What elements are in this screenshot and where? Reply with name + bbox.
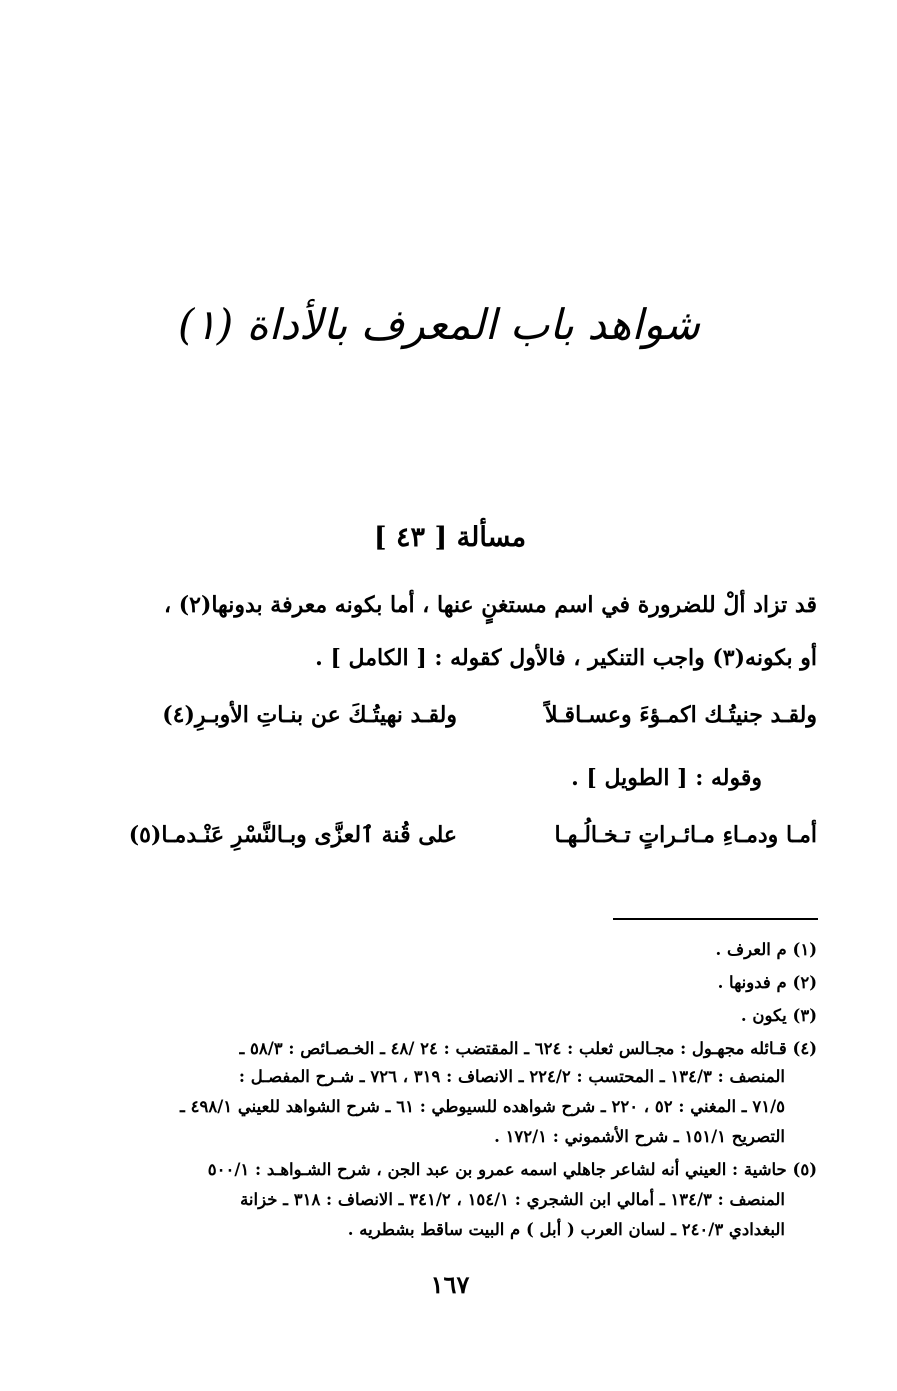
footnote-5-line-3: البغدادي ٢٤٠/٣ ـ لسان العرب ( أبل ) م البيت ساقط بشطريه . — [347, 1220, 785, 1239]
intro-line-1: قد تزاد ألْ للضرورة في اسم مستغنٍ عنها ، أما بكونه معرفة بدونها(٢) ، — [163, 592, 817, 618]
issue-title: مسألة [ ٤٣ ] — [373, 522, 527, 553]
verse1-left-hemistich: ولقـد نهيتُـكَ عن بنـاتِ الأوبـرِ(٤) — [162, 702, 457, 728]
footnote-4-line-2: المنصف : ١٣٤/٣ ـ المحتسب : ٢٢٤/٢ ـ الانصاف : ٣١٩ ، ٧٢٦ ـ شـرح المفصـل : — [238, 1067, 785, 1086]
verse1-right-hemistich: ولقـد جنيتُـك اكمـؤءَ وعسـاقـلاً — [544, 702, 817, 728]
footnote-5-line-1: (٥) حاشية : العيني أنه لشاعر جاهلي اسمه عمرو بن عبد الجن ، شرح الشـواهـد : ٥٠٠/١ — [207, 1160, 817, 1179]
footnote-3: (٣) يكون . — [740, 1006, 817, 1025]
footnote-4-line-4: التصريح ١٥١/١ ـ شرح الأشموني : ١٧٢/١ . — [494, 1127, 785, 1146]
footnote-2: (٢) م فدونها . — [717, 973, 817, 992]
verse2-left-hemistich: على قُنة ٱلعزَّى وبـالنَّسْرِ عَنْـدمـا(٥) — [128, 822, 457, 848]
page-number: ١٦٧ — [430, 1270, 470, 1299]
footnote-5-line-2: المنصف : ١٣٤/٣ ـ أمالي ابن الشجري : ١٥٤/١ ، ٣٤١/٢ ـ الانصاف : ٣١٨ ـ خزانة — [240, 1190, 785, 1209]
chapter-title: شواهد باب المعرف بالأداة (١) — [177, 300, 700, 349]
footnote-divider — [613, 918, 818, 920]
footnote-4-line-1: (٤) قـائله مجهـول : مجـالس ثعلب : ٦٢٤ ـ المقتضب : ٢٤ /٤٨ ـ الخـصـائص : ٥٨/٣ ـ — [239, 1039, 817, 1058]
verse2-right-hemistich: أمـا ودمـاءِ مـائـراتٍ تـخـالُـهـا — [554, 822, 817, 848]
footnote-4-line-3: ٧١/٥ ـ المغني : ٥٢ ، ٢٢٠ ـ شرح شواهده للسيوطي : ٦١ ـ شرح الشواهد للعيني ٤٩٨/١ ـ — [180, 1097, 785, 1116]
footnote-1: (١) م العرف . — [715, 940, 817, 959]
intro-line-2: أو بكونه(٣) واجب التنكير ، فالأول كقوله : [ الكامل ] . — [315, 645, 817, 671]
second-intro: وقوله : [ الطويل ] . — [571, 765, 762, 791]
